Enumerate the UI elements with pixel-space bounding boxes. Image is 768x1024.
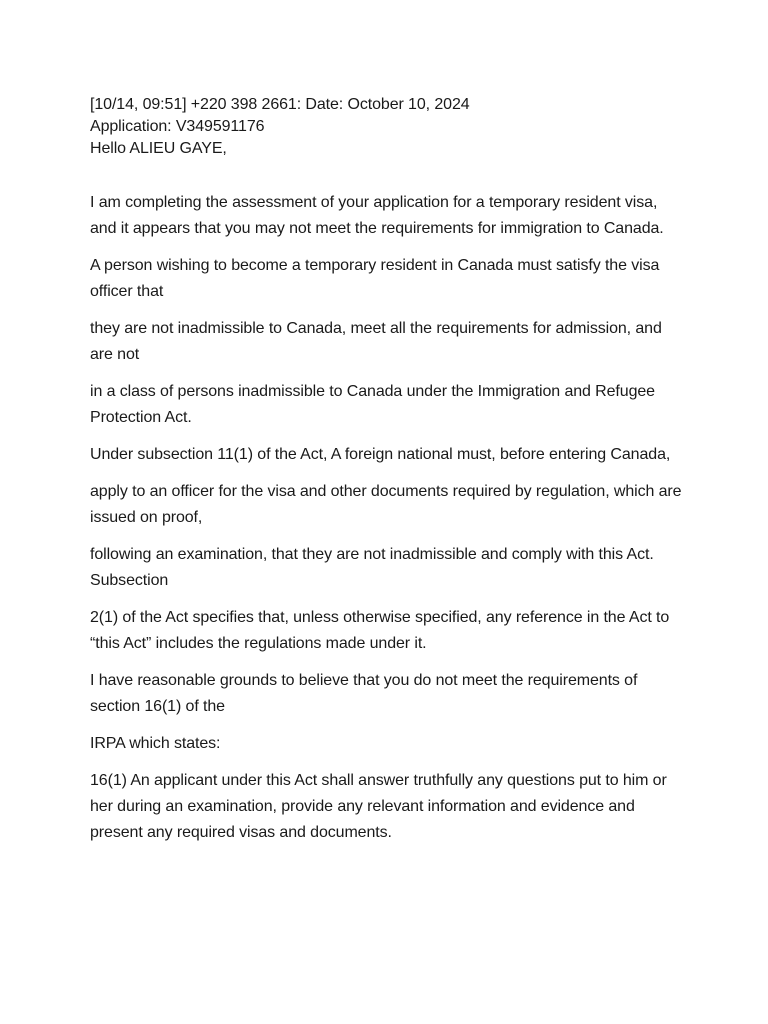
paragraph-subsection-11: Under subsection 11(1) of the Act, A foreign national must, before entering Canada, xyxy=(90,446,671,463)
letter-header xyxy=(90,94,686,160)
paragraph-irpa-states: IRPA which states: xyxy=(90,735,221,752)
paragraph-examination: following an examination, that they are not inadmissible and comply with this Act. Subsection xyxy=(90,546,654,589)
paragraph-class-of-persons: in a class of persons inadmissible to Canada under the Immigration and Refugee Protection Act. xyxy=(90,383,655,426)
application-number: Application: V349591176 xyxy=(90,118,265,135)
document-page xyxy=(90,94,686,857)
message-date-line: [10/14, 09:51] +220 398 2661: Date: October 10, 2024 xyxy=(90,96,470,113)
paragraph-reasonable-grounds: I have reasonable grounds to believe that you do not meet the requirements of section 16(1) of the xyxy=(90,672,638,715)
paragraph-requirement-intro: A person wishing to become a temporary resident in Canada must satisfy the visa officer that xyxy=(90,257,660,300)
paragraph-subsection-2: 2(1) of the Act specifies that, unless otherwise specified, any reference in the Act to “this Act” includes the regulations made under it. xyxy=(90,609,670,652)
paragraph-section-16: 16(1) An applicant under this Act shall answer truthfully any questions put to him or her during an examination, provide any relevant information and evidence and present any required visas and documents. xyxy=(90,772,667,841)
paragraph-assessment: I am completing the assessment of your application for a temporary resident visa, and it appears that you may not meet the requirements for immigration to Canada. xyxy=(90,194,664,237)
paragraph-apply-to-officer: apply to an officer for the visa and other documents required by regulation, which are issued on proof, xyxy=(90,483,682,526)
paragraph-not-inadmissible: they are not inadmissible to Canada, meet all the requirements for admission, and are not xyxy=(90,320,662,363)
greeting: Hello ALIEU GAYE, xyxy=(90,140,227,157)
letter-body xyxy=(90,190,686,846)
